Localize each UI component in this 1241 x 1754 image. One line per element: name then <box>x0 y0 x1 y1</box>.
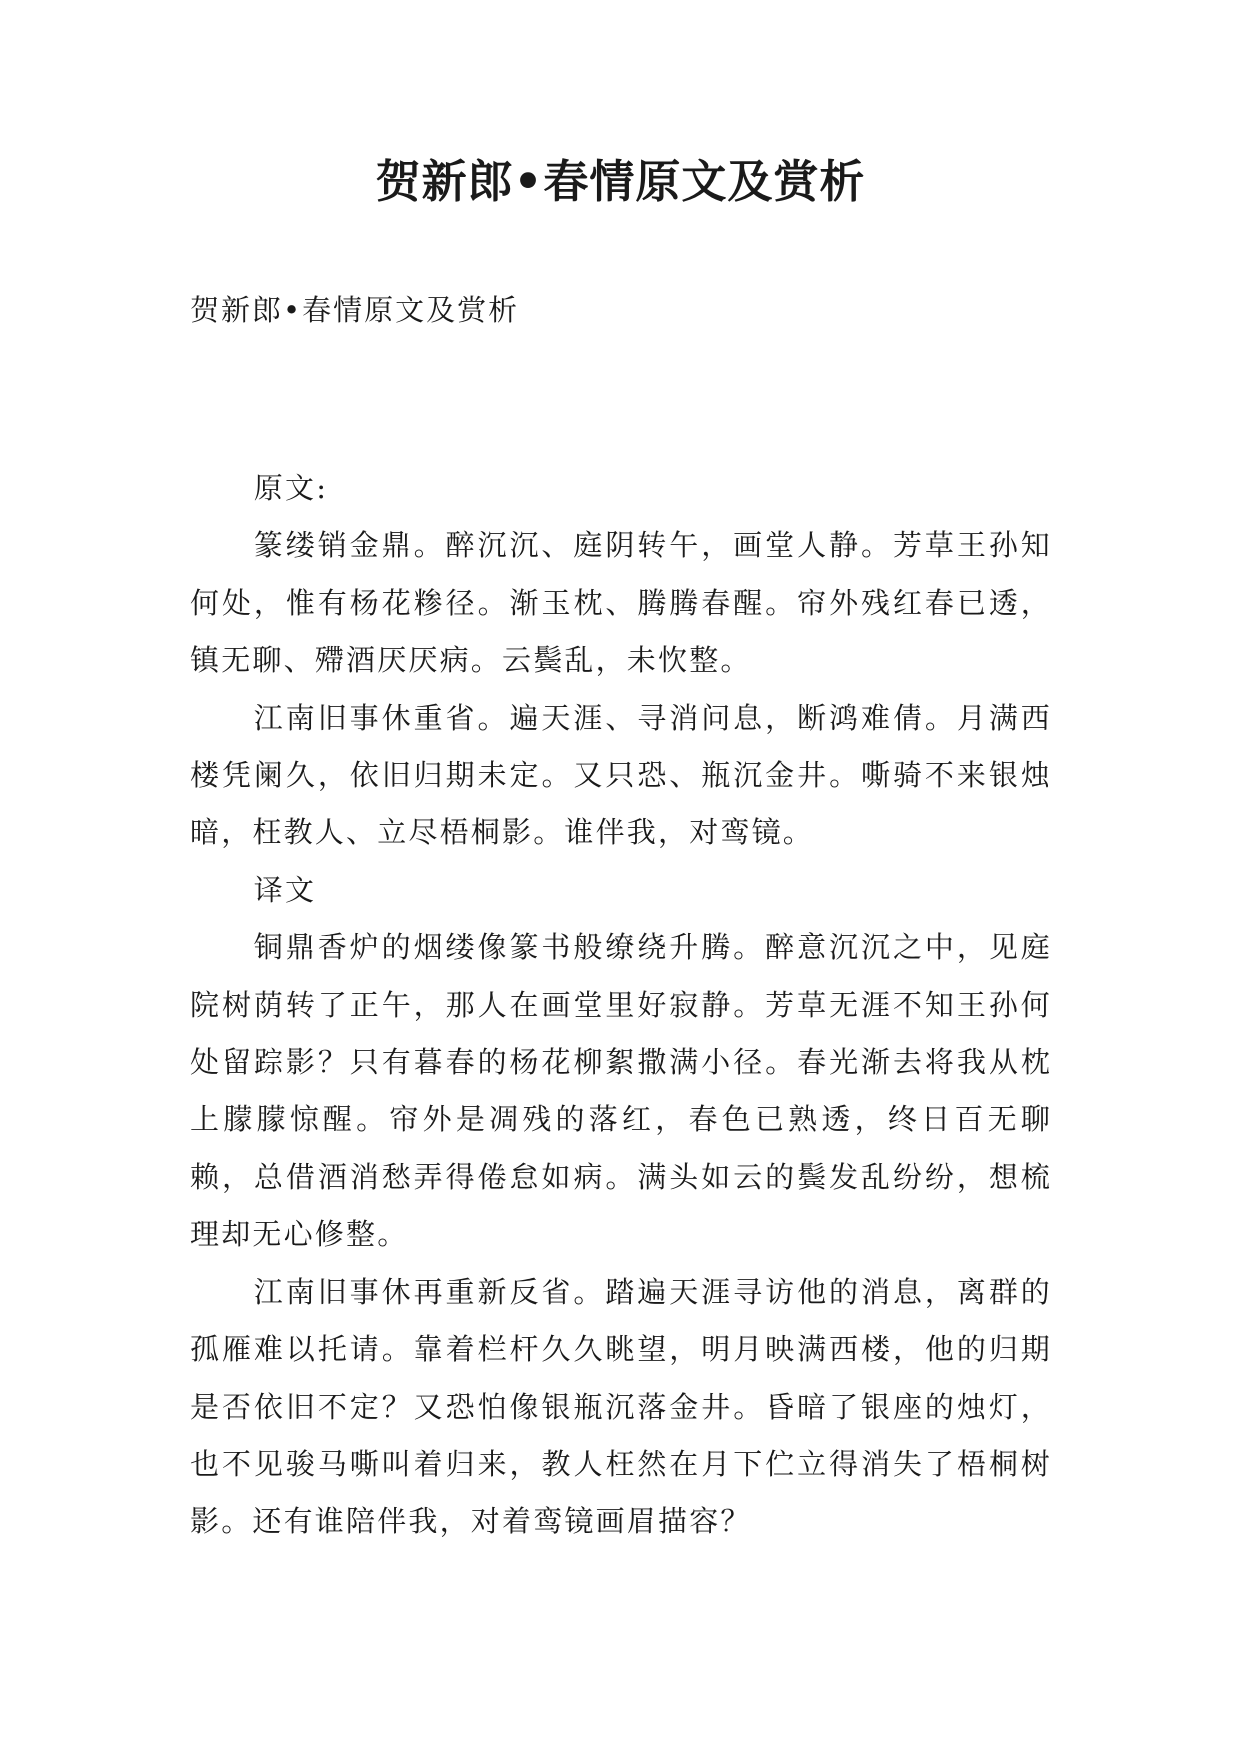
section-heading-original: 原文: <box>253 471 329 505</box>
poem-stanza-1: 篆缕销金鼎。醉沉沉、庭阴转午，画堂人静。芳草王孙知何处，惟有杨花糁径。渐玉枕、腾腾春醒。帘外残红春已透，镇无聊、殢酒厌厌病。云鬓乱，未忺整。 <box>190 528 1052 678</box>
poem-stanza-2: 江南旧事休重省。遍天涯、寻消问息，断鸿难倩。月满西楼凭阑久，依旧归期未定。又只恐、瓶沉金井。嘶骑不来银烛暗，枉教人、立尽梧桐影。谁伴我，对鸾镜。 <box>190 700 1052 850</box>
document-body <box>190 460 1052 1551</box>
section-heading-translation: 译文 <box>253 872 317 907</box>
document-subtitle: 贺新郎•春情原文及赏析 <box>190 293 520 327</box>
translation-paragraph-2: 江南旧事休再重新反省。踏遍天涯寻访他的消息，离群的孤雁难以托请。靠着栏杆久久眺望，明月映满西楼，他的归期是否依旧不定？又恐怕像银瓶沉落金井。昏暗了银座的烛灯，也不见骏马嘶叫着归来，教人枉然在月下伫立得消失了梧桐树影。还有谁陪伴我，对着鸾镜画眉描容？ <box>190 1274 1052 1539</box>
document-title: 贺新郎•春情原文及赏析 <box>375 155 866 208</box>
translation-paragraph-1: 铜鼎香炉的烟缕像篆书般缭绕升腾。醉意沉沉之中，见庭院树荫转了正午，那人在画堂里好寂静。芳草无涯不知王孙何处留踪影？只有暮春的杨花柳絮撒满小径。春光渐去将我从枕上朦朦惊醒。帘外是凋残的落红，春色已熟透，终日百无聊赖，总借酒消愁弄得倦怠如病。满头如云的鬓发乱纷纷，想梳理却无心修整。 <box>190 930 1052 1252</box>
